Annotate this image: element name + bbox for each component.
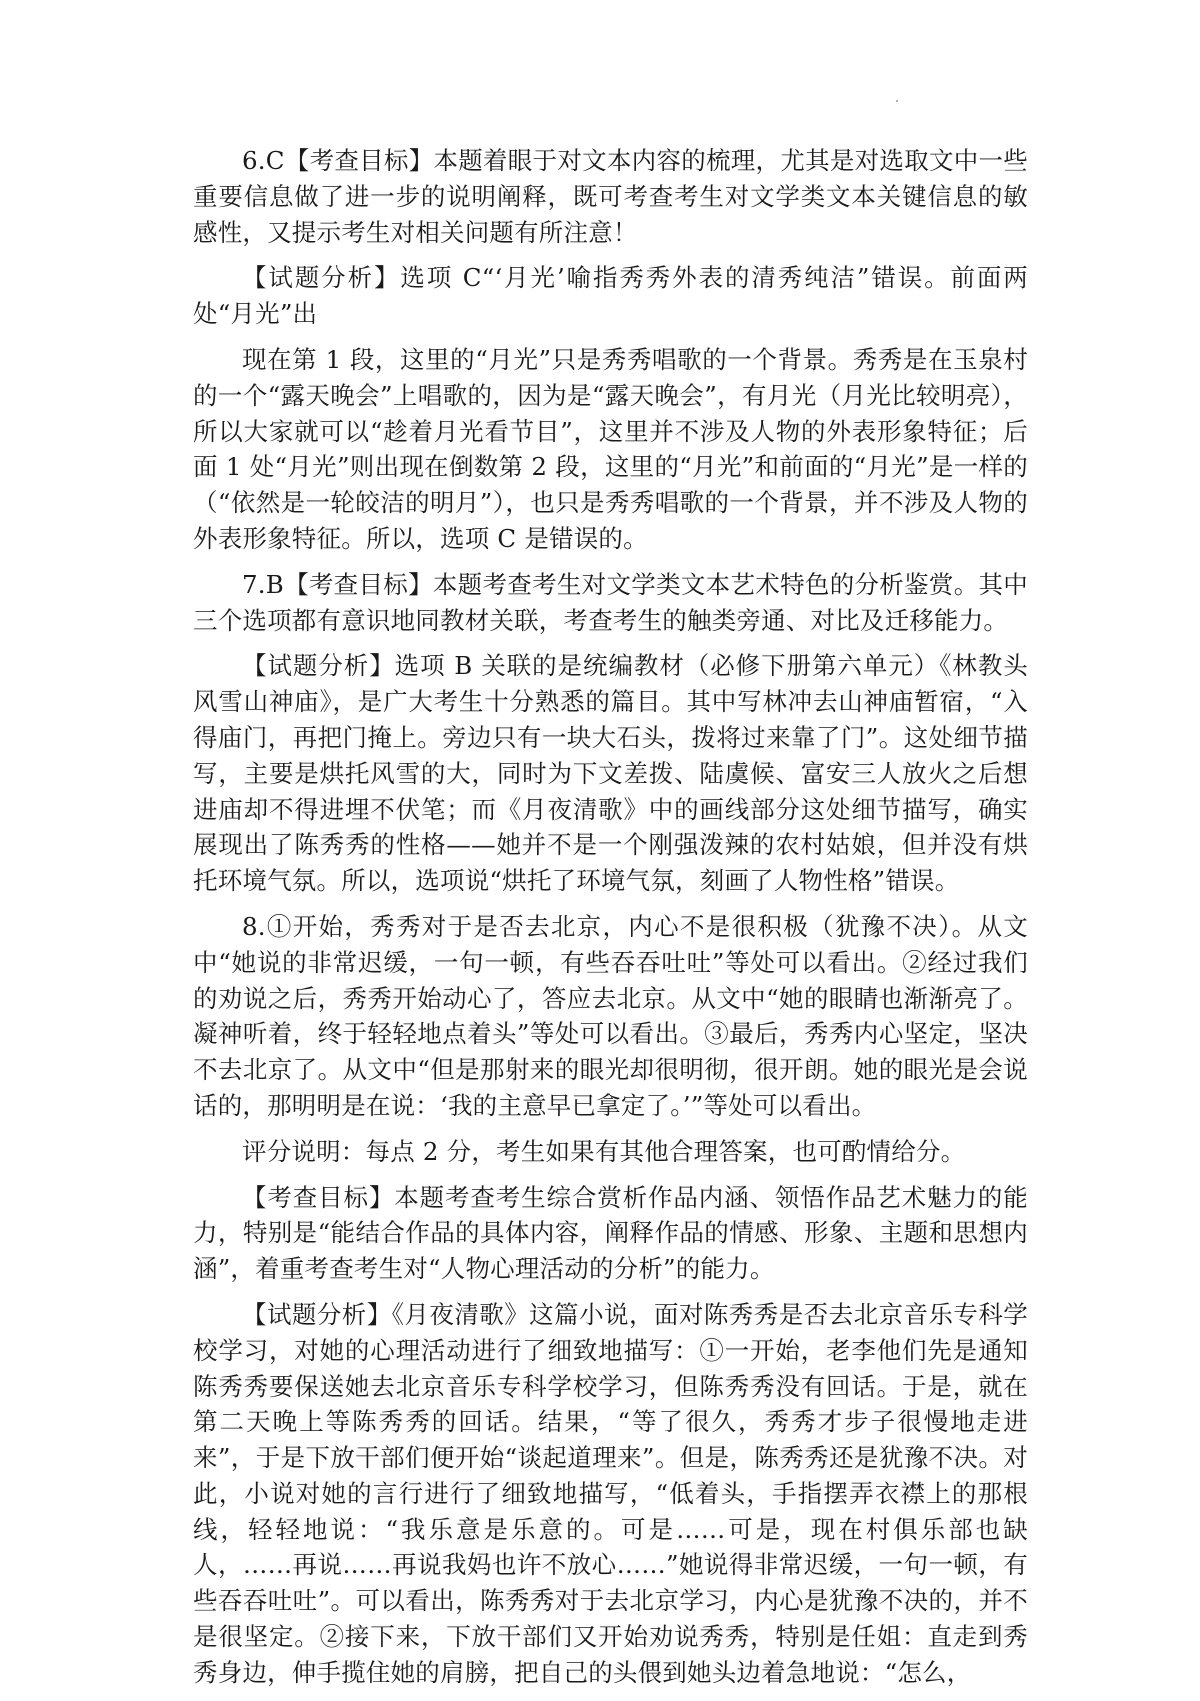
paragraph-q6-analysis-cont: 现在第 1 段，这里的“月光”只是秀秀唱歌的一个背景。秀秀是在玉泉村的一个“露天晚会”上唱歌的，因为是“露天晚会”，有月光（月光比较明亮），所以大家就可以“趁着月光看节目”，这里并不涉及人物的外表形象特征；后面 1 处“月光”则出现在倒数第 2 段，这里的“月光”和前面的“月光”是一样的（“依然是一轮皎洁的明月”），也只是秀秀唱歌的一个背景，并不涉及人物的外表形象特征。所以，选项 C 是错误的。 [193, 344, 1028, 553]
paragraph-q8-analysis: 【试题分析】《月夜清歌》这篇小说，面对陈秀秀是否去北京音乐专科学校学习，对她的心理活动进行了细致地描写：①一开始，老李他们先是通知陈秀秀要保送她去北京音乐专科学校学习，但陈秀秀没有回话。于是，就在第二天晚上等陈秀秀的回话。结果，“等了很久，秀秀才步子很慢地走进来”，于是下放干部们便开始“谈起道理来”。但是，陈秀秀还是犹豫不决。对此，小说对她的言行进行了细致地描写，“低着头，手指摆弄衣襟上的那根线，轻轻地说：“我乐意是乐意的。可是……可是，现在村俱乐部也缺人，……再说……再说我妈也许不放心……”她说得非常迟缓，一句一顿，有些吞吞吐吐”。可以看出，陈秀秀对于去北京学习，内心是犹豫不决的，并不是很坚定。②接下来，下放干部们又开始劝说秀秀，特别是任姐：直走到秀秀身边，伸手揽住她的肩膀，把自己的头偎到她头边着急地说：“怎么， [193, 1299, 1028, 1687]
paragraph-q8-target: 【考查目标】本题考查考生综合赏析作品内涵、领悟作品艺术魅力的能力，特别是“能结合作品的具体内容，阐释作品的情感、形象、主题和思想内涵”，着重考查考生对“人物心理活动的分析”的能力。 [193, 1182, 1028, 1284]
paragraph-q7-target: 7.B【考查目标】本题考查考生对文学类文本艺术特色的分析鉴赏。其中三个选项都有意识地同教材关联，考查考生的触类旁通、对比及迁移能力。 [193, 569, 1028, 635]
paragraph-q6-analysis: 【试题分析】选项 C“‘月光’喻指秀秀外表的清秀纯洁”错误。前面两处“月光”出 [193, 263, 1028, 329]
paragraph-q6-target: 6.C【考查目标】本题着眼于对文本内容的梳理，尤其是对选取文中一些重要信息做了进一步的说明阐释，既可考查考生对文学类文本关键信息的敏感性，又提示考生对相关问题有所注意！ [193, 146, 1028, 247]
scan-speck [896, 100, 898, 102]
paragraph-q7-analysis: 【试题分析】选项 B 关联的是统编教材（必修下册第六单元）《林教头风雪山神庙》，是广大考生十分熟悉的篇目。其中写林冲去山神庙暂宿，“入得庙门，再把门掩上。旁边只有一块大石头，拨将过来靠了门”。这处细节描写，主要是烘托风雪的大，同时为下文差拨、陆虞候、富安三人放火之后想进庙却不得进埋不伏笔；而《月夜清歌》中的画线部分这处细节描写，确实展现出了陈秀秀的性格——她并不是一个刚强泼辣的农村姑娘，但并没有烘托环境气氛。所以，选项说“烘托了环境气氛，刻画了人物性格”错误。 [193, 651, 1028, 896]
paragraph-q8-answer: 8.①开始，秀秀对于是否去北京，内心不是很积极（犹豫不决）。从文中“她说的非常迟缓，一句一顿，有些吞吞吐吐”等处可以看出。②经过我们的劝说之后，秀秀开始动心了，答应去北京。从文中“她的眼睛也渐渐亮了。凝神听着，终于轻轻地点着头”等处可以看出。③最后，秀秀内心坚定，坚决不去北京了。从文中“但是那射来的眼光却很明彻，很开朗。她的眼光是会说话的，那明明是在说：‘我的主意早已拿定了。’”等处可以看出。 [193, 911, 1028, 1120]
answer-text [193, 143, 1028, 1701]
paragraph-q8-scoring: 评分说明：每点 2 分，考生如果有其他合理答案，也可酌情给分。 [242, 1136, 966, 1166]
